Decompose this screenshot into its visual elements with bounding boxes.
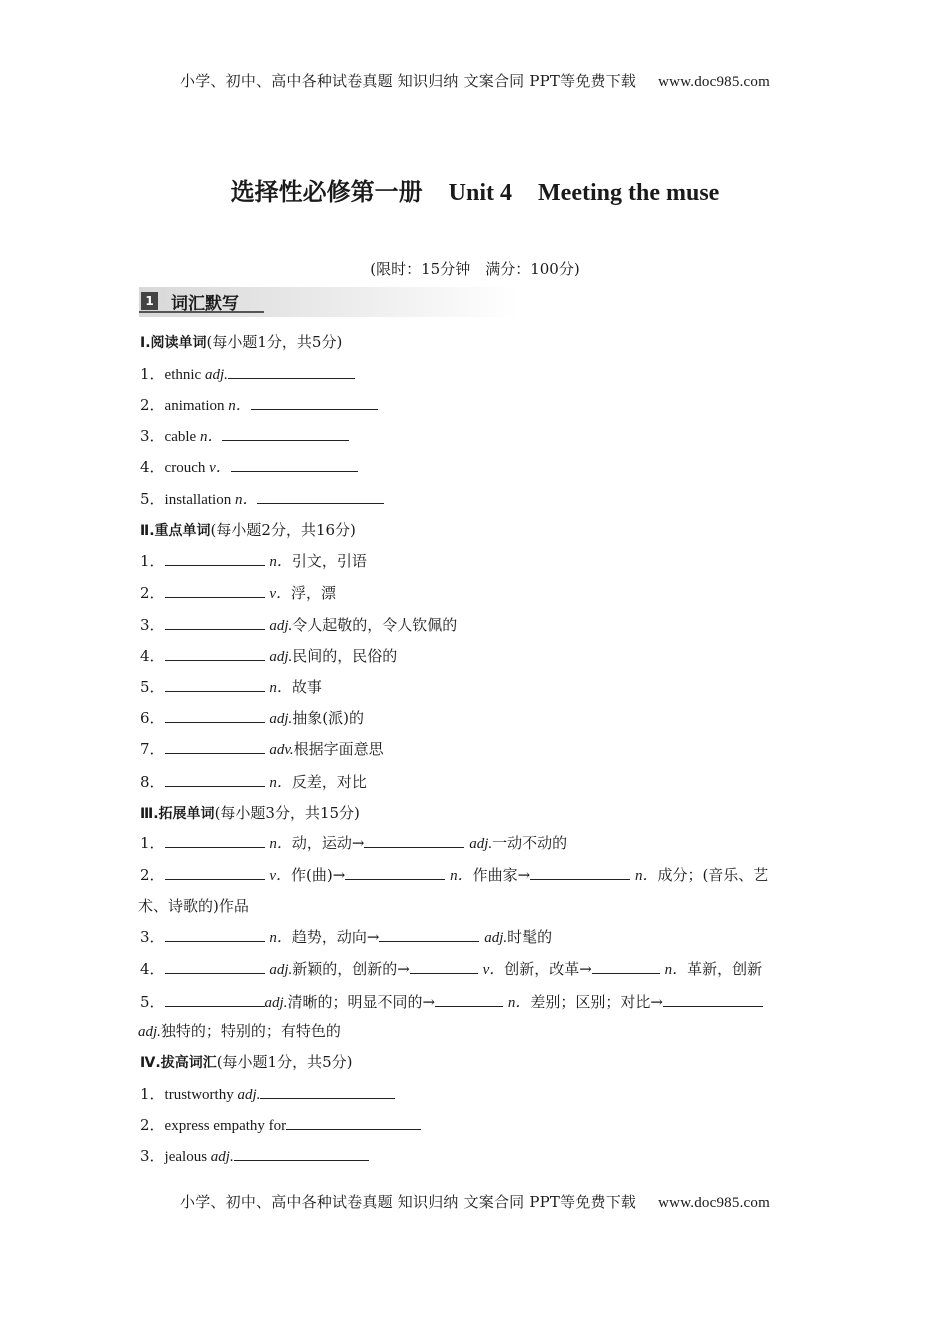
item-word: animation bbox=[164, 398, 229, 414]
item-meaning: 民间的，民俗的 bbox=[292, 647, 398, 665]
answer-blank[interactable] bbox=[410, 959, 478, 974]
part3-item bbox=[140, 864, 768, 885]
item-pos: v． bbox=[209, 460, 231, 476]
answer-blank[interactable] bbox=[345, 865, 445, 880]
answer-blank[interactable] bbox=[364, 833, 464, 848]
part3-heading bbox=[140, 802, 360, 823]
page-header bbox=[0, 70, 950, 91]
answer-blank[interactable] bbox=[286, 1115, 421, 1130]
item-pos: adj. bbox=[469, 836, 493, 852]
item-number: 5． bbox=[140, 993, 165, 1011]
title-name: Meeting the muse bbox=[538, 180, 720, 206]
answer-blank[interactable] bbox=[165, 739, 265, 754]
item-number: 2． bbox=[140, 1116, 165, 1134]
part4-item bbox=[140, 1083, 395, 1104]
item-meaning: 新颖的，创新的→ bbox=[292, 960, 410, 978]
item-word: crouch bbox=[164, 460, 210, 476]
part3-item-cont: 术、诗歌的)作品 bbox=[138, 897, 249, 915]
part1-item bbox=[140, 394, 378, 415]
answer-blank[interactable] bbox=[592, 959, 660, 974]
item-word: ethnic bbox=[164, 367, 205, 383]
part1-item bbox=[140, 456, 358, 477]
item-pos: n． bbox=[507, 995, 531, 1011]
page-title bbox=[0, 172, 950, 207]
item-pos: n． bbox=[228, 398, 251, 414]
item-word: express empathy for bbox=[164, 1118, 287, 1134]
item-number: 8． bbox=[140, 773, 165, 791]
answer-blank[interactable] bbox=[234, 1146, 369, 1161]
item-number: 1． bbox=[140, 834, 165, 852]
part3-item bbox=[140, 991, 763, 1012]
part3-item bbox=[140, 958, 762, 979]
item-meaning: 故事 bbox=[291, 678, 322, 696]
item-pos: adj. bbox=[269, 618, 293, 634]
answer-blank[interactable] bbox=[251, 395, 378, 410]
part3-title: Ⅲ.拓展单词 bbox=[140, 806, 215, 822]
answer-blank[interactable] bbox=[165, 927, 265, 942]
answer-blank[interactable] bbox=[228, 364, 355, 379]
item-pos: n． bbox=[664, 962, 688, 978]
answer-blank[interactable] bbox=[165, 615, 265, 630]
item-meaning: 作(曲)→ bbox=[291, 866, 346, 884]
part2-item bbox=[140, 614, 457, 635]
item-word: jealous bbox=[164, 1149, 211, 1165]
answer-blank[interactable] bbox=[165, 646, 265, 661]
answer-blank[interactable] bbox=[663, 992, 763, 1007]
item-pos: n． bbox=[269, 836, 292, 852]
section-label: 词汇默写 bbox=[171, 294, 239, 314]
item-pos: n． bbox=[234, 492, 258, 508]
item-meaning: 一动不动的 bbox=[492, 834, 568, 852]
section-banner bbox=[139, 287, 519, 317]
item-pos: adj. bbox=[269, 711, 293, 727]
answer-blank[interactable] bbox=[165, 959, 265, 974]
item-pos: v． bbox=[269, 868, 291, 884]
part1-note: (每小题1分，共5分) bbox=[206, 333, 343, 351]
item-meaning: 引文，引语 bbox=[291, 552, 367, 570]
item-number: 7． bbox=[140, 740, 165, 758]
answer-blank[interactable] bbox=[165, 551, 265, 566]
answer-blank[interactable] bbox=[222, 426, 349, 441]
part2-title: Ⅱ.重点单词 bbox=[140, 523, 211, 539]
title-cn: 选择性必修第一册 bbox=[230, 177, 423, 206]
item-pos: n． bbox=[269, 680, 292, 696]
item-number: 6． bbox=[140, 709, 165, 727]
item-pos: adj. bbox=[138, 1024, 161, 1040]
item-number: 3． bbox=[140, 427, 165, 445]
item-meaning: 清晰的；明显不同的→ bbox=[287, 993, 436, 1011]
header-text: 小学、初中、高中各种试卷真题 知识归纳 文案合同 PPT等免费下载 bbox=[180, 72, 637, 90]
part2-item bbox=[140, 738, 384, 759]
section-underline bbox=[139, 311, 264, 313]
part2-item bbox=[140, 771, 367, 792]
header-site[interactable]: www.doc985.com bbox=[658, 74, 770, 90]
item-meaning: 革新，创新 bbox=[687, 960, 763, 978]
item-pos: adj. bbox=[204, 367, 228, 383]
item-number: 3． bbox=[140, 616, 165, 634]
item-pos: adj. bbox=[237, 1087, 261, 1103]
item-meaning: 反差，对比 bbox=[291, 773, 367, 791]
answer-blank[interactable] bbox=[435, 992, 503, 1007]
item-meaning: 差别；区别；对比→ bbox=[530, 993, 663, 1011]
part2-heading bbox=[140, 519, 356, 540]
part3-item bbox=[140, 926, 552, 947]
part4-heading bbox=[140, 1051, 353, 1072]
part1-item bbox=[140, 425, 349, 446]
item-number: 1． bbox=[140, 1085, 165, 1103]
item-pos: n． bbox=[450, 868, 473, 884]
title-unit: Unit 4 bbox=[448, 180, 513, 206]
item-meaning: 浮，漂 bbox=[291, 584, 337, 602]
item-number: 1． bbox=[140, 552, 165, 570]
part2-item bbox=[140, 550, 367, 571]
item-pos: adj. bbox=[210, 1149, 234, 1165]
part1-heading bbox=[140, 331, 342, 352]
item-meaning: 抽象(派)的 bbox=[292, 709, 364, 727]
item-number: 4． bbox=[140, 960, 165, 978]
answer-blank[interactable] bbox=[165, 583, 265, 598]
item-pos: adj. bbox=[269, 962, 293, 978]
item-number: 4． bbox=[140, 647, 165, 665]
answer-blank[interactable] bbox=[231, 457, 358, 472]
item-word: installation bbox=[164, 492, 235, 508]
item-number: 2． bbox=[140, 584, 165, 602]
item-number: 2． bbox=[140, 866, 165, 884]
item-number: 1． bbox=[140, 365, 165, 383]
item-number: 5． bbox=[140, 490, 165, 508]
part4-title: Ⅳ.拔高词汇 bbox=[140, 1055, 217, 1071]
item-meaning: 动，运动→ bbox=[291, 834, 365, 852]
answer-blank[interactable] bbox=[165, 772, 265, 787]
item-pos: adj. bbox=[264, 995, 288, 1011]
part2-item bbox=[140, 676, 322, 697]
section-number-icon: 1 bbox=[141, 292, 158, 310]
page-footer bbox=[0, 1191, 950, 1212]
part3-note: (每小题3分，共15分) bbox=[214, 804, 360, 822]
item-meaning: 时髦的 bbox=[507, 928, 553, 946]
answer-blank[interactable] bbox=[257, 489, 384, 504]
item-meaning: 作曲家→ bbox=[472, 866, 531, 884]
answer-blank[interactable] bbox=[165, 992, 265, 1007]
item-pos: n． bbox=[269, 775, 292, 791]
item-pos: adj. bbox=[484, 930, 508, 946]
part1-title: Ⅰ.阅读单词 bbox=[140, 335, 207, 351]
item-word: cable bbox=[164, 429, 200, 445]
item-meaning: 根据字面意思 bbox=[293, 740, 384, 758]
item-pos: n． bbox=[634, 868, 658, 884]
item-number: 2． bbox=[140, 396, 165, 414]
item-meaning: 成分；(音乐、艺 bbox=[657, 866, 769, 884]
answer-blank[interactable] bbox=[530, 865, 630, 880]
part2-item bbox=[140, 707, 364, 728]
part1-item bbox=[140, 363, 355, 384]
part2-item bbox=[140, 645, 397, 666]
part4-item bbox=[140, 1114, 421, 1135]
part3-item-cont bbox=[138, 1020, 341, 1041]
answer-blank[interactable] bbox=[165, 865, 265, 880]
part2-item bbox=[140, 582, 336, 603]
item-pos: n． bbox=[269, 930, 292, 946]
item-number: 5． bbox=[140, 678, 165, 696]
item-meaning: 独特的；特别的；有特色的 bbox=[160, 1022, 341, 1040]
part4-note: (每小题1分，共5分) bbox=[216, 1053, 353, 1071]
part4-item bbox=[140, 1145, 369, 1166]
footer-site[interactable]: www.doc985.com bbox=[658, 1195, 770, 1211]
item-number: 3． bbox=[140, 1147, 165, 1165]
part3-item bbox=[140, 832, 567, 853]
item-pos: adj. bbox=[269, 649, 293, 665]
time-limit: (限时：15分钟 满分：100分) bbox=[370, 260, 580, 278]
item-pos: n． bbox=[199, 429, 223, 445]
item-number: 3． bbox=[140, 928, 165, 946]
item-pos: v． bbox=[269, 586, 291, 602]
item-meaning: 趋势，动向→ bbox=[291, 928, 380, 946]
answer-blank[interactable] bbox=[260, 1084, 395, 1099]
part2-note: (每小题2分，共16分) bbox=[210, 521, 356, 539]
item-pos: adv. bbox=[269, 742, 294, 758]
item-word: trustworthy bbox=[164, 1087, 238, 1103]
item-meaning: 令人起敬的，令人钦佩的 bbox=[292, 616, 458, 634]
answer-blank[interactable] bbox=[165, 677, 265, 692]
item-number: 4． bbox=[140, 458, 165, 476]
footer-text: 小学、初中、高中各种试卷真题 知识归纳 文案合同 PPT等免费下载 bbox=[180, 1193, 637, 1211]
answer-blank[interactable] bbox=[379, 927, 479, 942]
item-meaning: 创新，改革→ bbox=[504, 960, 592, 978]
answer-blank[interactable] bbox=[165, 708, 265, 723]
item-pos: v． bbox=[482, 962, 505, 978]
part1-item bbox=[140, 488, 384, 509]
answer-blank[interactable] bbox=[165, 833, 265, 848]
item-pos: n． bbox=[269, 554, 292, 570]
